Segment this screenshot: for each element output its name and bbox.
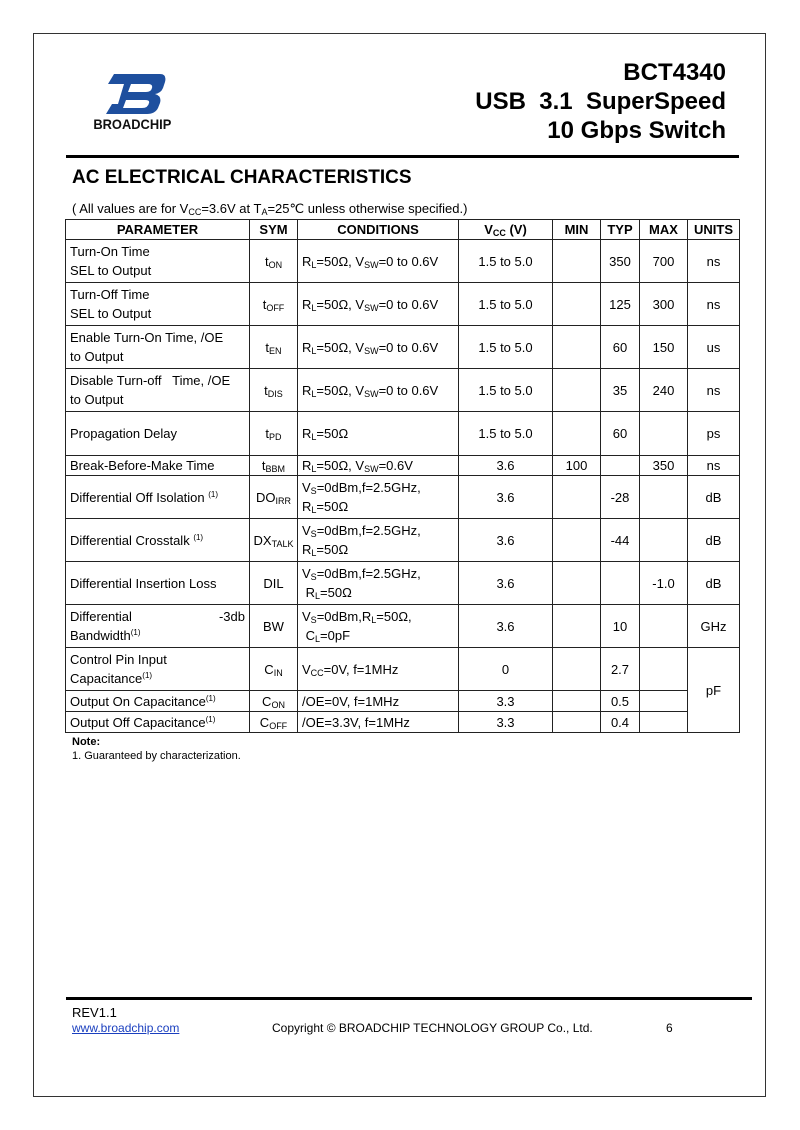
table-row [66, 605, 740, 648]
typ-cell: 35 [601, 369, 640, 412]
table-row [66, 476, 740, 519]
vcc-cell: 3.3 [459, 691, 553, 712]
vcc-cell: 3.6 [459, 476, 553, 519]
conditions-cell: $R_L=50\Omega$ [298, 412, 459, 456]
note-item: 1. Guaranteed by characterization. [72, 750, 241, 762]
typ-cell: 60 [601, 412, 640, 456]
conditions-note: ( All values are for $V_{CC}=3.6V$ at $T_A=25℃$ unless otherwise specified.) [72, 201, 468, 217]
page-number: 6 [666, 1021, 673, 1035]
param-cell: Turn-Off Time SEL to Output [66, 283, 250, 326]
max-cell: 300 [640, 283, 688, 326]
typ-cell: 10 [601, 605, 640, 648]
max-cell: 150 [640, 326, 688, 369]
param-cell: Turn-On Time SEL to Output [66, 240, 250, 283]
vcc-cell: 3.3 [459, 712, 553, 733]
conditions-cell: $R_L=50\Omega$, $V_{SW}=0$ to 0.6V [298, 326, 459, 369]
col-header-vcc: $V_{CC}$ (V) [459, 220, 553, 240]
conditions-cell: /OE=3.3V, f=1MHz [298, 712, 459, 733]
table-row [66, 456, 740, 476]
table-row [66, 412, 740, 456]
vcc-cell: 1.5 to 5.0 [459, 369, 553, 412]
max-cell: 700 [640, 240, 688, 283]
conditions-cell: $R_L=50\Omega$, $V_{SW}=0$ to 0.6V [298, 240, 459, 283]
min-cell [553, 369, 601, 412]
table-row [66, 712, 740, 733]
min-cell [553, 412, 601, 456]
max-cell: 350 [640, 456, 688, 476]
part-number: BCT4340 [623, 59, 726, 86]
sym-cell: $DO_{IRR}$ [250, 476, 298, 519]
col-header-min: MIN [553, 220, 601, 240]
min-cell [553, 648, 601, 691]
vcc-cell: 3.6 [459, 605, 553, 648]
typ-cell: -28 [601, 476, 640, 519]
conditions-cell: $V_S=0dBm,f=2.5GHz$, $R_L=50\Omega$ [298, 562, 459, 605]
typ-cell [601, 456, 640, 476]
typ-cell [601, 562, 640, 605]
typ-cell: 0.4 [601, 712, 640, 733]
param-cell: Differential Insertion Loss [66, 562, 250, 605]
table-row [66, 562, 740, 605]
max-cell [640, 476, 688, 519]
conditions-cell: $R_L=50\Omega$, $V_{SW}=0.6V$ [298, 456, 459, 476]
conditions-cell: $V_S=0dBm,f=2.5GHz$, $R_L=50\Omega$ [298, 476, 459, 519]
header-divider [66, 155, 739, 158]
sym-cell: $C_{IN}$ [250, 648, 298, 691]
website-link[interactable]: www.broadchip.com [72, 1021, 180, 1035]
typ-cell: 125 [601, 283, 640, 326]
sym-cell: $t_{PD}$ [250, 412, 298, 456]
section-title: AC ELECTRICAL CHARACTERISTICS [72, 167, 412, 188]
sym-cell: $DX_{TALK}$ [250, 519, 298, 562]
max-cell [640, 712, 688, 733]
param-cell: Output Off Capacitance$^{(1)}$ [66, 712, 250, 733]
min-cell [553, 691, 601, 712]
units-cell-capacitance: pF [688, 648, 740, 733]
min-cell [553, 476, 601, 519]
sym-cell: BW [250, 605, 298, 648]
param-cell: Disable Turn-off Time, /OE to Output [66, 369, 250, 412]
units-cell: ns [688, 240, 740, 283]
table-row [66, 369, 740, 412]
footer-divider [66, 997, 752, 1000]
min-cell [553, 605, 601, 648]
units-cell: ns [688, 369, 740, 412]
min-cell [553, 712, 601, 733]
table-row [66, 283, 740, 326]
min-cell [553, 283, 601, 326]
vcc-cell: 0 [459, 648, 553, 691]
col-header-parameter: PARAMETER [66, 220, 250, 240]
sym-cell: DIL [250, 562, 298, 605]
sym-cell: $C_{OFF}$ [250, 712, 298, 733]
min-cell [553, 562, 601, 605]
max-cell: 240 [640, 369, 688, 412]
typ-cell: 350 [601, 240, 640, 283]
conditions-cell: $R_L=50\Omega$, $V_{SW}=0$ to 0.6V [298, 283, 459, 326]
document-title [475, 58, 726, 145]
revision: REV1.1 [72, 1005, 117, 1020]
units-cell: dB [688, 562, 740, 605]
typ-cell: -44 [601, 519, 640, 562]
table-header-row [66, 220, 740, 240]
table-row [66, 648, 740, 691]
min-cell [553, 519, 601, 562]
vcc-cell: 1.5 to 5.0 [459, 412, 553, 456]
max-cell [640, 605, 688, 648]
note-label: Note: [72, 736, 101, 748]
max-cell: -1.0 [640, 562, 688, 605]
vcc-cell: 3.6 [459, 562, 553, 605]
param-cell: Differential -3db Bandwidth$^{(1)}$ [66, 605, 250, 648]
col-header-max: MAX [640, 220, 688, 240]
ac-characteristics-table [65, 219, 740, 733]
sym-cell: $t_{ON}$ [250, 240, 298, 283]
param-cell: Differential Crosstalk $^{(1)}$ [66, 519, 250, 562]
min-cell [553, 326, 601, 369]
sym-cell: $t_{EN}$ [250, 326, 298, 369]
title-line-1: USB 3.1 SuperSpeed [475, 88, 726, 115]
max-cell [640, 691, 688, 712]
param-cell: Control Pin Input Capacitance$^{(1)}$ [66, 648, 250, 691]
sym-cell: $C_{ON}$ [250, 691, 298, 712]
conditions-cell: $V_S=0dBm,f=2.5GHz$, $R_L=50\Omega$ [298, 519, 459, 562]
max-cell [640, 519, 688, 562]
min-cell: 100 [553, 456, 601, 476]
copyright: Copyright © BROADCHIP TECHNOLOGY GROUP Co., Ltd. [272, 1021, 593, 1035]
table-row [66, 691, 740, 712]
max-cell [640, 412, 688, 456]
sym-cell: $t_{BBM}$ [250, 456, 298, 476]
notes [72, 735, 241, 763]
col-header-typ: TYP [601, 220, 640, 240]
vcc-cell: 3.6 [459, 519, 553, 562]
broadchip-logo [90, 72, 182, 136]
col-header-sym: SYM [250, 220, 298, 240]
units-cell: dB [688, 519, 740, 562]
vcc-cell: 1.5 to 5.0 [459, 326, 553, 369]
param-cell: Output On Capacitance$^{(1)}$ [66, 691, 250, 712]
col-header-conditions: CONDITIONS [298, 220, 459, 240]
logo-wordmark: BROADCHIP [93, 116, 172, 132]
sym-cell: $t_{OFF}$ [250, 283, 298, 326]
typ-cell: 60 [601, 326, 640, 369]
col-header-units: UNITS [688, 220, 740, 240]
table-row [66, 240, 740, 283]
units-cell: ps [688, 412, 740, 456]
units-cell: ns [688, 283, 740, 326]
vcc-cell: 1.5 to 5.0 [459, 240, 553, 283]
typ-cell: 2.7 [601, 648, 640, 691]
min-cell [553, 240, 601, 283]
conditions-cell: $V_{CC}=0V$, f=1MHz [298, 648, 459, 691]
sym-cell: $t_{DIS}$ [250, 369, 298, 412]
broadchip-logo-icon [104, 72, 168, 116]
units-cell: dB [688, 476, 740, 519]
units-cell: us [688, 326, 740, 369]
param-cell: Break-Before-Make Time [66, 456, 250, 476]
max-cell [640, 648, 688, 691]
vcc-cell: 1.5 to 5.0 [459, 283, 553, 326]
units-cell: ns [688, 456, 740, 476]
table-row [66, 519, 740, 562]
param-cell: Propagation Delay [66, 412, 250, 456]
units-cell: GHz [688, 605, 740, 648]
title-line-2: 10 Gbps Switch [547, 117, 726, 144]
conditions-cell: /OE=0V, f=1MHz [298, 691, 459, 712]
param-cell: Differential Off Isolation $^{(1)}$ [66, 476, 250, 519]
conditions-cell: $R_L=50\Omega$, $V_{SW}=0$ to 0.6V [298, 369, 459, 412]
conditions-cell: $V_S=0dBm,R_L=50\Omega$, $C_L=0pF$ [298, 605, 459, 648]
vcc-cell: 3.6 [459, 456, 553, 476]
param-cell: Enable Turn-On Time, /OE to Output [66, 326, 250, 369]
typ-cell: 0.5 [601, 691, 640, 712]
table-row [66, 326, 740, 369]
